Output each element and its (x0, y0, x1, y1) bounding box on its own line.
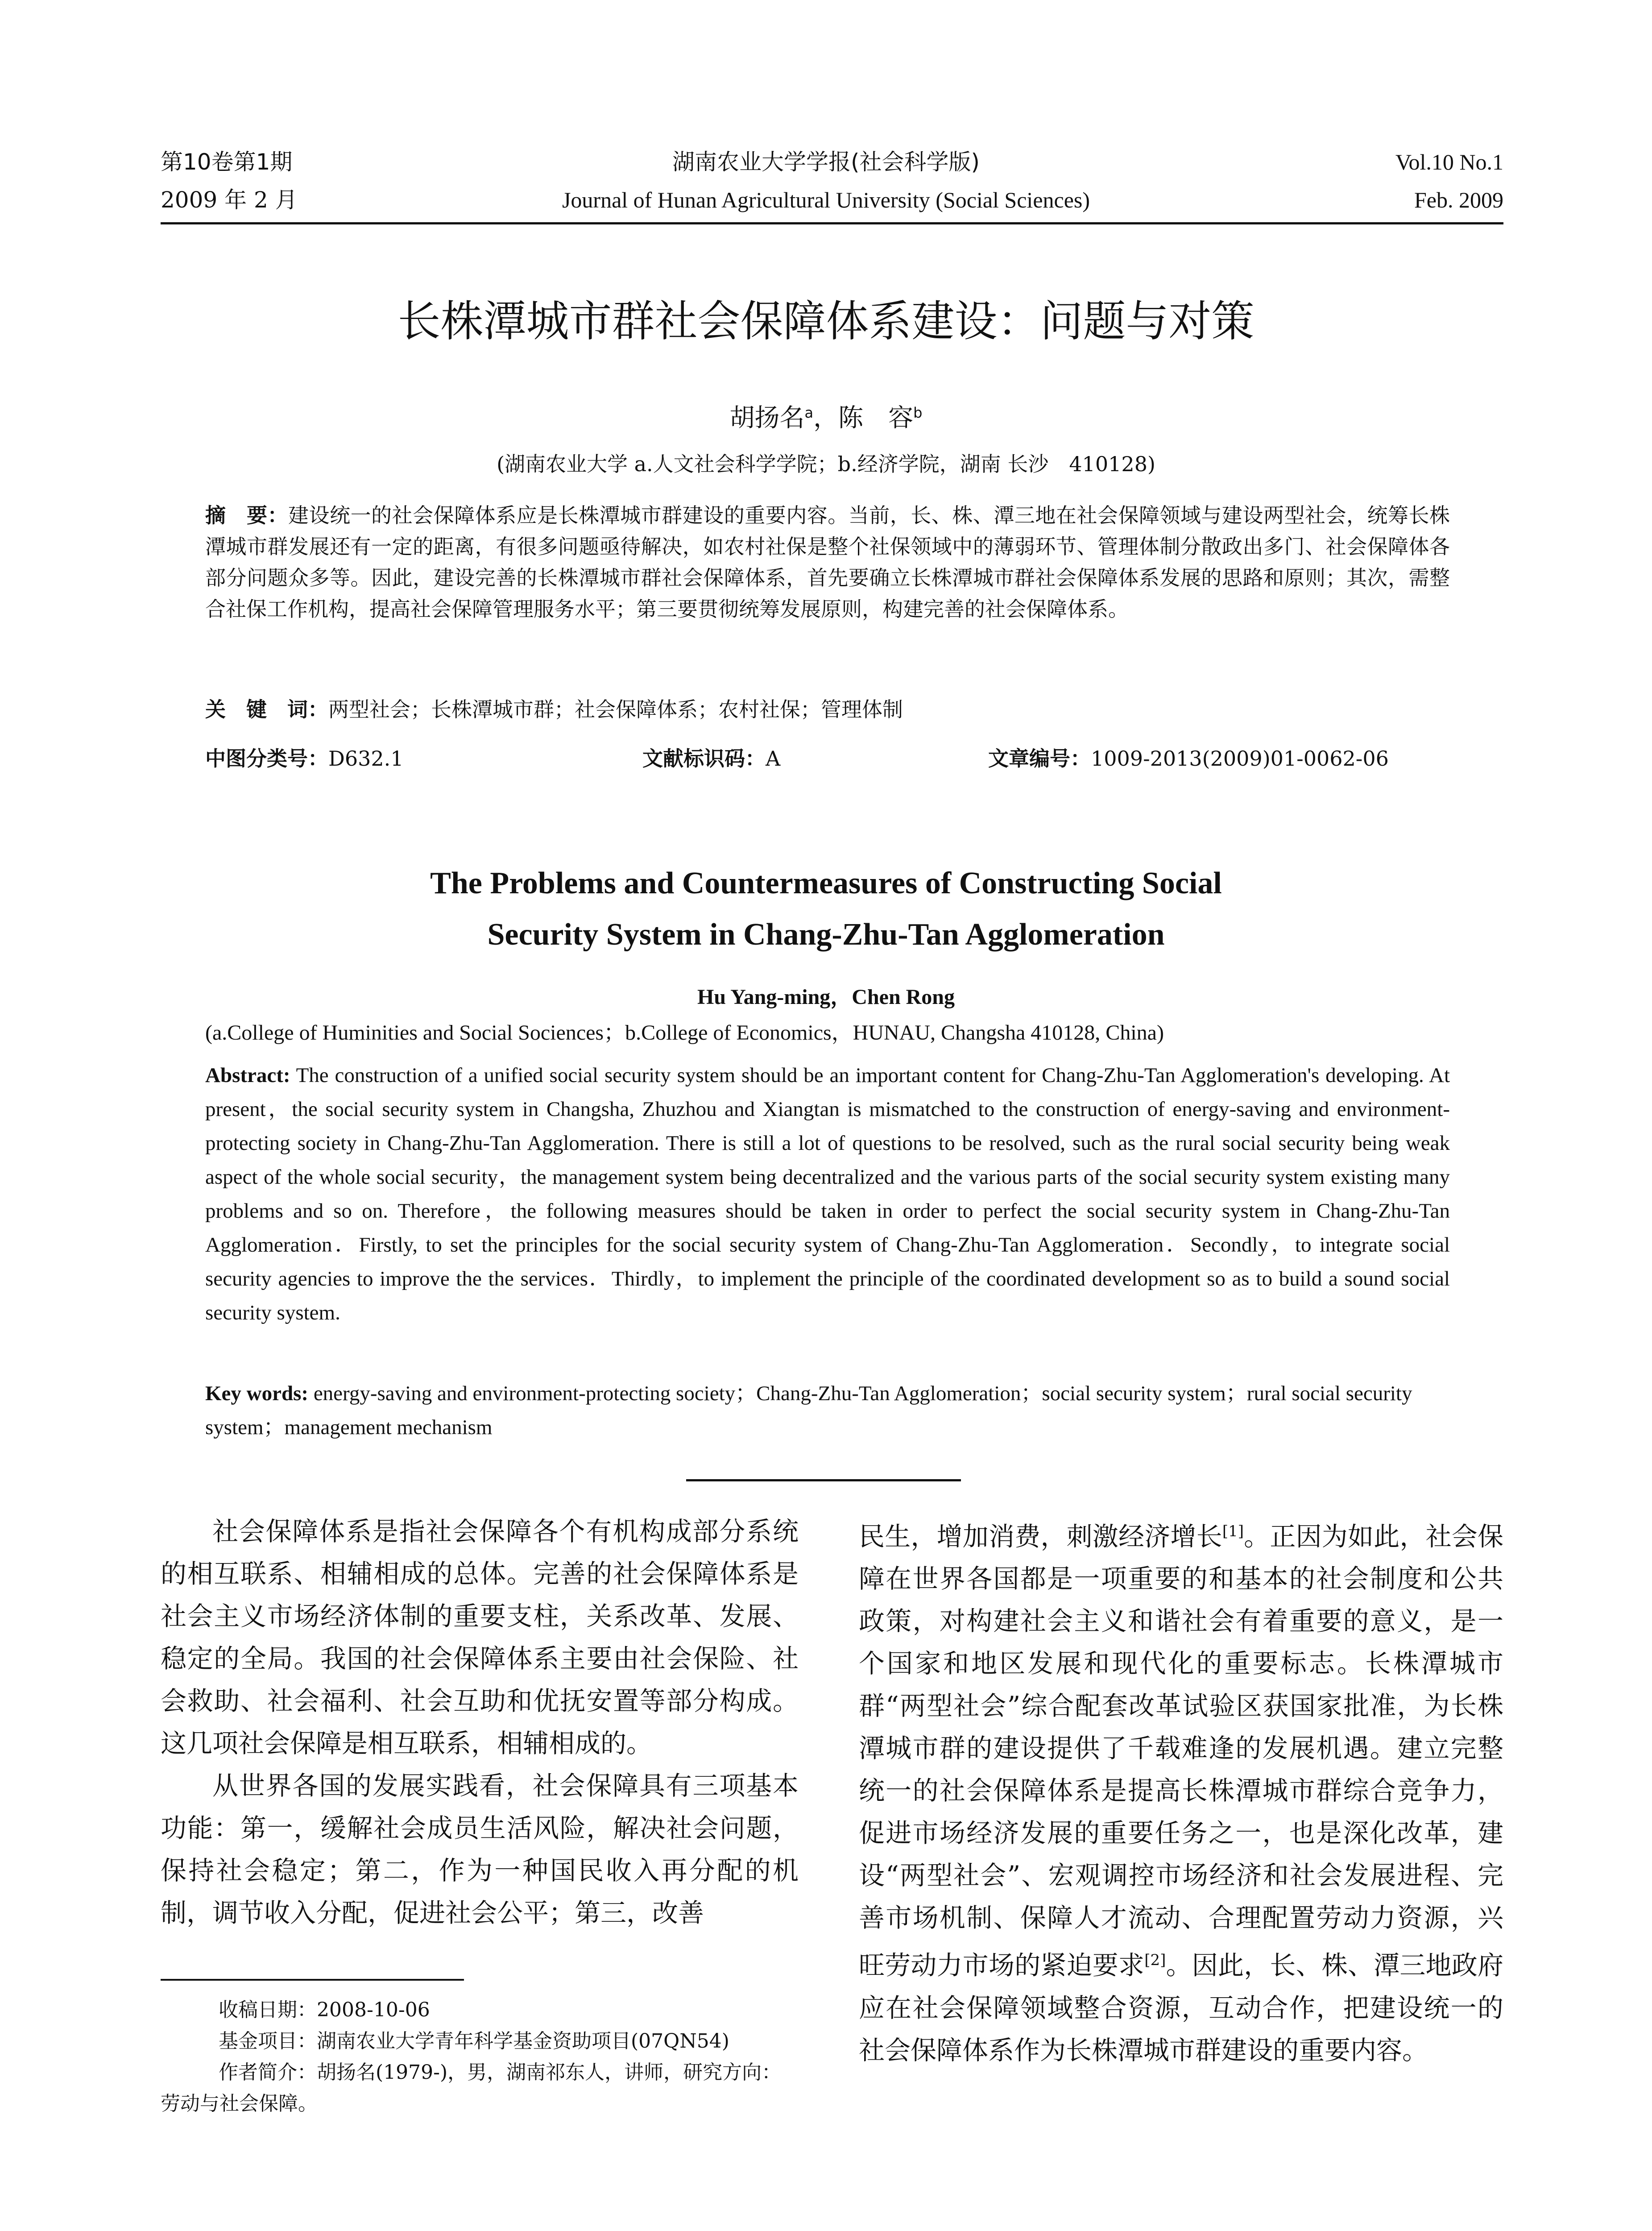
keywords-label-en: Key words: (205, 1382, 309, 1405)
body-paragraph-1: 社会保障体系是指社会保障各个有机构成部分系统的相互联系、相辅相成的总体。完善的社会保障体系是社会主义市场经济体制的重要支柱，关系改革、发展、稳定的全局。我国的社会保障体系主要由社会保险、社会救助、社会福利、社会互助和优抚安置等部分构成。这几项社会保障是相互联系，相辅相成的。 (161, 1516, 799, 1758)
abstract-text-en: The construction of a unified social security system should be an important content for Chang-Zhu-Tan Agglomeration's developing. At present，the social security system in Changsha, Zhuzhou and Xiangtan is mismatched to the construction of energy-saving and environment-protecting society in Chang-Zhu-Tan Agglomeration. There is still a lot of questions to be resolved, such as the rural social security being weak aspect of the whole social security，the management system being decentralized and the various parts of the social security system existing many problems and so on. Therefore，the following measures should be taken in order to perfect the social security system in Chang-Zhu-Tan Agglomeration．Firstly, to set the principles for the social security system of Chang-Zhu-Tan Agglomeration．Secondly，to integrate social security agencies to improve the the services．Thirdly，to implement the principle of the coordinated development so as to build a sound social security system. (205, 1064, 1450, 1324)
body-paragraph-2: 从世界各国的发展实践看，社会保障具有三项基本功能：第一，缓解社会成员生活风险，解决社会问题，保持社会稳定；第二，作为一种国民收入再分配的机制，调节收入分配，促进社会公平；第三，改善 (161, 1771, 799, 1928)
citation-ref-1[interactable]: [1] (1222, 1522, 1244, 1540)
date-en: Feb. 2009 (1414, 187, 1503, 212)
clc-label: 中图分类号： (205, 746, 328, 771)
keywords-label-cn: 关 键 词： (205, 697, 328, 722)
footnote-author-bio: 作者简介：胡扬名(1979-)，男，湖南祁东人，讲师，研究方向：劳动与社会保障。 (161, 2061, 782, 2115)
author-1: 胡扬名 (729, 403, 805, 433)
clc-value: D632.1 (328, 746, 404, 771)
keywords-cn (205, 694, 1450, 725)
authors-en: Hu Yang-ming，Chen Rong (697, 985, 955, 1009)
body-text-3c: 。因此，长、株、潭三地政府应在社会保障领域整合资源，互动合作，把建设统一的社会保障体系作为长株潭城市群建设的重要内容。 (859, 1950, 1503, 2065)
article-number-value: 1009-2013(2009)01-0062-06 (1091, 746, 1389, 771)
volume-issue-cn: 第10卷第1期 (161, 149, 293, 175)
article-number (988, 743, 1389, 774)
abstract-label-cn: 摘 要： (205, 503, 289, 527)
affiliation-cn: (湖南农业大学 a.人文社会科学学院；b.经济学院，湖南 长沙 410128) (497, 452, 1155, 476)
abstract-cn (205, 500, 1450, 625)
author-1-affil-mark: a (804, 404, 814, 421)
abstract-label-en: Abstract: (205, 1064, 290, 1087)
body-paragraph-3 (859, 1510, 1503, 2072)
header-rule (161, 222, 1503, 224)
footnote-rule (161, 1979, 464, 1981)
paper-title-en-line1: The Problems and Countermeasures of Constructing Social (430, 866, 1222, 900)
body-column-left (161, 1510, 799, 1934)
document-code-value: A (766, 746, 781, 771)
date-cn: 2009 年 2 月 (161, 187, 298, 213)
body-text-3a: 民生，增加消费，刺激经济增长 (859, 1521, 1222, 1552)
author-separator: ， (813, 403, 839, 433)
article-number-label: 文章编号： (988, 746, 1091, 771)
affiliation-en: (a.College of Huminities and Social Sociences；b.College of Economics，HUNAU, Changsha 410128, China) (205, 1021, 1164, 1045)
keywords-text-cn: 两型社会；长株潭城市群；社会保障体系；农村社保；管理体制 (328, 697, 903, 722)
paper-title-cn: 长株潭城市群社会保障体系建设：问题与对策 (397, 296, 1255, 346)
document-code-label: 文献标识码： (642, 746, 766, 771)
paper-title-en-line2: Security System in Chang-Zhu-Tan Agglomeration (487, 917, 1165, 952)
abstract-en (205, 1058, 1450, 1330)
body-column-right (859, 1510, 1503, 2072)
footnotes (161, 1995, 799, 2119)
author-2-affil-mark: b (913, 404, 923, 421)
footnote-fund: 基金项目：湖南农业大学青年科学基金资助项目(07QN54) (219, 2030, 729, 2053)
keywords-en (205, 1377, 1450, 1444)
citation-ref-2[interactable]: [2] (1144, 1951, 1166, 1970)
document-code (642, 743, 780, 774)
section-divider (686, 1479, 961, 1481)
clc-number (205, 743, 404, 774)
journal-title-en: Journal of Hunan Agricultural University (Social Sciences) (562, 187, 1090, 212)
abstract-text-cn: 建设统一的社会保障体系应是长株潭城市群建设的重要内容。当前，长、株、潭三地在社会保障领域与建设两型社会，统筹长株潭城市群发展还有一定的距离，有很多问题亟待解决，如农村社保是整个社保领域中的薄弱环节、管理体制分散政出多门、社会保障体各部分问题众多等。因此，建设完善的长株潭城市群社会保障体系，首先要确立长株潭城市群社会保障体系发展的思路和原则；其次，需整合社保工作机构，提高社会保障管理服务水平；第三要贯彻统筹发展原则，构建完善的社会保障体系。 (205, 503, 1450, 621)
footnote-received: 收稿日期：2008-10-06 (219, 1999, 430, 2021)
journal-title-cn: 湖南农业大学学报(社会科学版) (672, 149, 980, 175)
authors-cn (0, 397, 1652, 434)
body-text-3b: 。正因为如此，社会保障在世界各国都是一项重要的和基本的社会制度和公共政策，对构建社会主义和谐社会有着重要的意义，是一个国家和地区发展和现代化的重要标志。长株潭城市群“两型社会”综合配套改革试验区获国家批准，为长株潭城市群的建设提供了千载难逢的发展机遇。建立完整统一的社会保障体系是提高长株潭城市群综合竞争力，促进市场经济发展的重要任务之一，也是深化改革，建设“两型社会”、宏观调控市场经济和社会发展进程、完善市场机制、保障人才流动、合理配置劳动力资源，兴旺劳动力市场的紧迫要求 (859, 1521, 1503, 1981)
keywords-text-en: energy-saving and environment-protecting society；Chang-Zhu-Tan Agglomeration；social security system；rural social security system；management mechanism (205, 1382, 1412, 1439)
volume-issue-en: Vol.10 No.1 (1395, 149, 1503, 174)
author-2: 陈 容 (838, 403, 914, 433)
